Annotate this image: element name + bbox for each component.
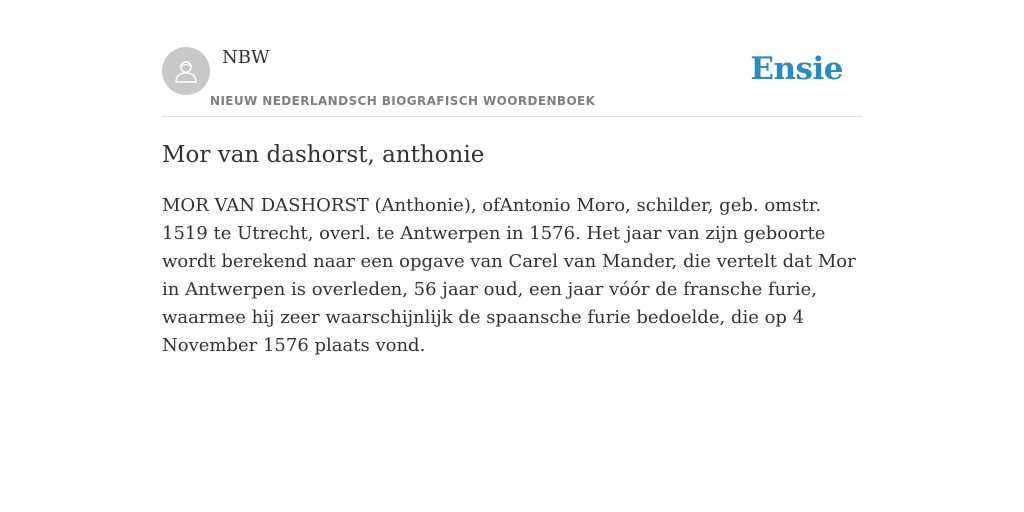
source-full-name[interactable]: NIEUW NEDERLANDSCH BIOGRAFISCH WOORDENBOEK (210, 94, 596, 108)
source-abbreviation[interactable]: NBW (222, 47, 270, 68)
source-avatar[interactable] (162, 47, 210, 95)
user-silhouette-icon (172, 57, 200, 85)
entry-card (162, 0, 862, 512)
entry-body: MOR VAN DASHORST (Anthonie), ofAntonio Moro, schilder, geb. omstr. 1519 te Utrecht, overl. te Antwerpen in 1576. Het jaar van zijn geboorte wordt berekend naar een opgave van Carel van Mander, die vertelt dat Mor in Antwerpen is overleden, 56 jaar oud, een jaar vóór de fransche furie, waarmee hij zeer waarschijnlijk de spaansche furie bedoelde, die op 4 November 1576 plaats vond. (162, 195, 856, 356)
entry-header (162, 0, 862, 117)
ensie-logo[interactable]: Ensie (750, 51, 843, 87)
entry-title: Mor van dashorst, anthonie (162, 142, 485, 168)
